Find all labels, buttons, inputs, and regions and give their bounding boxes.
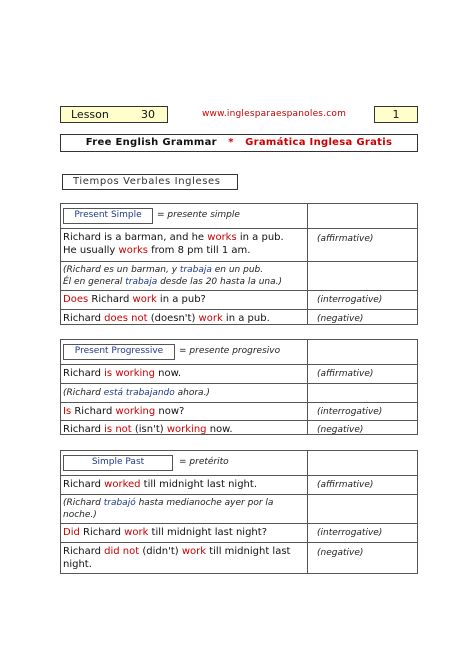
tense-label: Present Progressive <box>63 344 175 360</box>
table-row: Richard is working now. (affirmative) <box>61 365 417 384</box>
tense-label: Present Simple <box>63 208 153 224</box>
row-tag: (negative) <box>317 425 364 435</box>
row-tag: (affirmative) <box>317 234 374 244</box>
table-row: (Richard es un barman, y trabaja en un pub. Él en general trabaja desde las 20 hasta la una.) <box>61 262 417 291</box>
table-row: Richard did not (didn't) work till midnight last night. (negative) <box>63 546 364 570</box>
website-link[interactable]: www.inglesparaespanoles.com <box>202 109 347 119</box>
row-tag: (interrogative) <box>317 407 383 417</box>
tense-translation: = presente simple <box>157 210 240 220</box>
lesson-box <box>60 106 168 123</box>
row-tag: (interrogative) <box>317 528 383 538</box>
table-row: Does Richard work in a pub? (interrogative) <box>61 291 417 310</box>
row-tag: (negative) <box>317 548 364 558</box>
table-row: Richard is not (isn't) working now. (negative) <box>63 424 364 435</box>
section-present-progressive <box>60 339 418 435</box>
lesson-label: Lesson <box>71 108 109 121</box>
table-row: Richard does not (doesn't) work in a pub. (negative) <box>63 313 364 324</box>
lesson-number: 30 <box>141 108 155 121</box>
section-simple-past <box>60 450 418 574</box>
tense-label: Simple Past <box>63 455 173 471</box>
table-row: Is Richard working now? (interrogative) <box>61 403 417 421</box>
row-tag: (affirmative) <box>317 369 374 379</box>
table-row: Did Richard work till midnight last night? (interrogative) <box>61 524 417 543</box>
topic-title: Tiempos Verbales Ingleses <box>62 174 238 190</box>
page-number: 1 <box>374 106 418 123</box>
row-tag: (interrogative) <box>317 295 383 305</box>
row-tag: (affirmative) <box>317 480 374 490</box>
title-right: Gramática Inglesa Gratis <box>245 137 393 148</box>
row-tag: (negative) <box>317 314 364 324</box>
table-row: (Richard está trabajando ahora.) <box>61 384 417 403</box>
section-present-simple <box>60 203 418 325</box>
title-bar <box>60 134 418 152</box>
star-icon: * <box>228 137 234 148</box>
tense-translation: = presente progresivo <box>179 346 281 356</box>
tense-translation: = pretérito <box>179 457 229 467</box>
title-left: Free English Grammar <box>85 137 217 148</box>
table-row: (Richard trabajó hasta medianoche ayer por la noche.) <box>61 495 417 524</box>
table-row: Richard worked till midnight last night. (affirmative) <box>61 476 417 495</box>
lesson-header <box>60 106 418 123</box>
table-row: Richard is a barman, and he works in a pub. He usually works from 8 pm till 1 am. (affirmative) <box>61 229 417 262</box>
